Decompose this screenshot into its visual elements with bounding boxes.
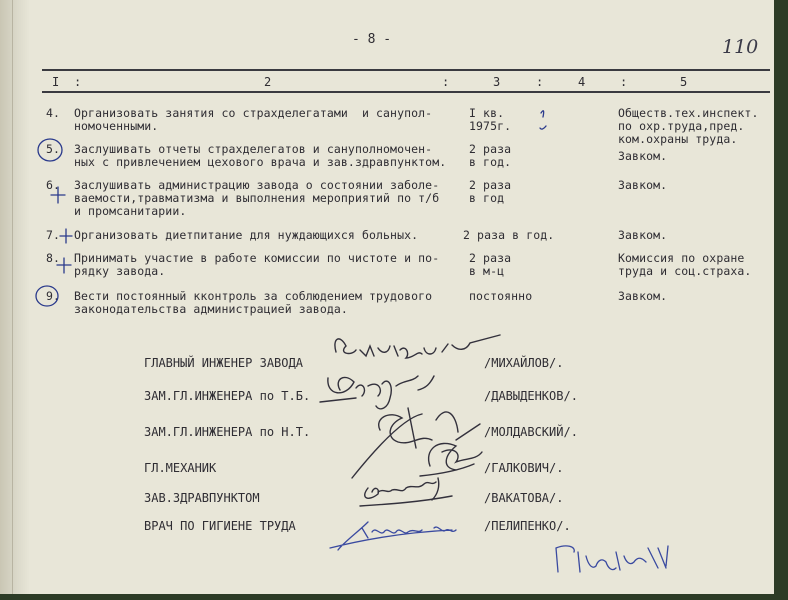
row-term: 2 раза в год.	[469, 142, 512, 169]
column-header-3: 3	[493, 75, 501, 89]
signature-galkovich	[420, 424, 482, 476]
row-number: 9.	[46, 289, 61, 303]
row-responsible: Завком.	[618, 149, 668, 163]
page-binding-edge	[0, 0, 30, 594]
row-measure-text: Принимать участие в работе комиссии по чистоте и по- рядку завода.	[74, 251, 440, 278]
signatory-title: ГЛ.МЕХАНИК	[144, 461, 217, 475]
column-header-5: 5	[680, 75, 688, 89]
row-number: 5.	[46, 142, 61, 156]
handwritten-note	[556, 546, 668, 572]
row-number: 6.	[46, 178, 61, 192]
signature-pelipenko	[330, 522, 456, 550]
signatory-name: /МИХАЙЛОВ/.	[484, 356, 564, 370]
signatory-name: /МОЛДАВСКИЙ/.	[484, 425, 578, 439]
row-measure-text: Заслушивать администрацию завода о состоянии заболе- ваемости,травматизма и выполнения мероприятий по т/б и промсанитарии.	[74, 178, 440, 218]
signatory-title: ГЛАВНЫЙ ИНЖЕНЕР ЗАВОДА	[144, 356, 303, 370]
signatory-title: ЗАВ.ЗДРАВПУНКТОМ	[144, 491, 260, 505]
signatory-title: ЗАМ.ГЛ.ИНЖЕНЕРА по Т.Б.	[144, 389, 311, 403]
row-number: 4.	[46, 106, 61, 120]
row-responsible: Завком.	[618, 178, 668, 192]
row-term: 2 раза в год.	[463, 228, 555, 242]
signatory-name: /ВАКАТОВА/.	[484, 491, 564, 505]
column-separator: :	[442, 75, 450, 89]
signatory-title: ЗАМ.ГЛ.ИНЖЕНЕРА по Н.Т.	[144, 425, 311, 439]
row-responsible: Обществ.тех.инспект. по охр.труда,пред. ком.охраны труда.	[618, 106, 759, 146]
row-responsible: Завком.	[618, 289, 668, 303]
page-fold-line	[12, 0, 13, 594]
signature-mikhailov	[335, 335, 500, 358]
row-measure-text: Заслушивать отчеты страхделегатов и сануполномочен- ных с привлечением цехового врача и зав.здравпунктом.	[74, 142, 447, 169]
row-term: постоянно	[469, 289, 533, 303]
signatory-name: /ДАВЫДЕНКОВ/.	[484, 389, 578, 403]
signatory-name: /ПЕЛИПЕНКО/.	[484, 519, 571, 533]
signature-moldavsky	[352, 408, 458, 478]
header-top-rule	[42, 69, 770, 71]
signatory-title: ВРАЧ ПО ГИГИЕНЕ ТРУДА	[144, 519, 296, 533]
signature-vakatova	[360, 478, 452, 506]
row-responsible: Комиссия по охране труда и соц.страха.	[618, 251, 752, 278]
row-term: 2 раза в м-ц	[469, 251, 512, 278]
row-number: 8.	[46, 251, 61, 265]
column-header-4: 4	[578, 75, 586, 89]
header-bottom-rule	[42, 91, 770, 93]
signatory-name: /ГАЛКОВИЧ/.	[484, 461, 564, 475]
check-mark-icon	[540, 111, 546, 129]
row-measure-text: Вести постоянный кконтроль за соблюдением трудового законодательства администрацией завода.	[74, 289, 433, 316]
column-header-2: 2	[264, 75, 272, 89]
signature-davydenkov	[320, 376, 434, 409]
column-separator: :	[74, 75, 82, 89]
page-number: - 8 -	[352, 32, 392, 47]
archive-page-number: 110	[722, 36, 759, 58]
row-term: I кв. 1975г.	[469, 106, 512, 133]
column-header-1: I	[52, 75, 60, 89]
column-separator: :	[620, 75, 628, 89]
row-measure-text: Организовать занятия со страхделегатами и санупол- номоченными.	[74, 106, 433, 133]
row-number: 7.	[46, 228, 61, 242]
row-responsible: Завком.	[618, 228, 668, 242]
row-measure-text: Организовать диетпитание для нуждающихся больных.	[74, 228, 419, 242]
column-separator: :	[536, 75, 544, 89]
plus-mark-icon	[60, 229, 72, 243]
row-term: 2 раза в год	[469, 178, 512, 205]
